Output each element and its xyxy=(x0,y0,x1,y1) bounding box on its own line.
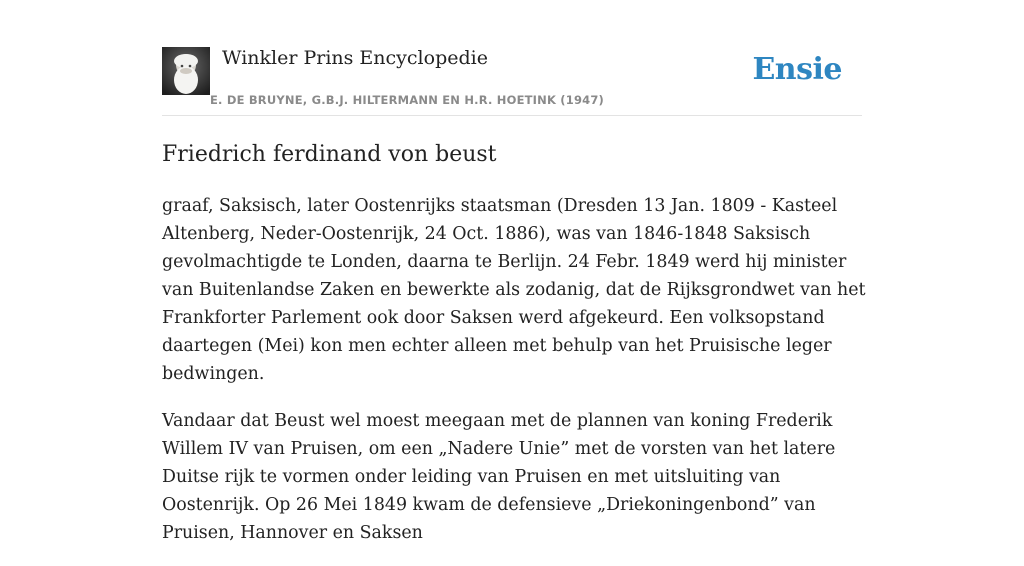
article-paragraph: graaf, Saksisch, later Oostenrijks staatsman (Dresden 13 Jan. 1809 - Kasteel Altenberg, Neder-Oostenrijk, 24 Oct. 1886), was van 1846-1848 Saksisch gevolmachtigde te Londen, daarna te Berlijn. 24 Febr. 1849 werd hij minister van Buitenlandse Zaken en bewerkte als zodanig, dat de Rijksgrondwet van het Frankforter Parlement ook door Saksen werd afgekeurd. Een volksopstand daartegen (Mei) kon men echter alleen met behulp van het Pruisische leger bedwingen. xyxy=(162,196,866,384)
article-title: Friedrich ferdinand von beust xyxy=(162,142,497,167)
portrait-image xyxy=(162,47,210,95)
source-title[interactable]: Winkler Prins Encyclopedie xyxy=(222,47,488,69)
article-body xyxy=(162,192,866,566)
ensie-logo[interactable]: Ensie xyxy=(752,52,842,87)
article-paragraph: Vandaar dat Beust wel moest meegaan met de plannen van koning Frederik Willem IV van Pruisen, om een „Nadere Unie” met de vorsten van het latere Duitse rijk te vormen onder leiding van Pruisen en met uitsluiting van Oostenrijk. Op 26 Mei 1849 kwam de defensieve „Driekoningenbond” van Pruisen, Hannover en Saksen xyxy=(162,411,836,543)
source-header xyxy=(162,46,862,116)
author-portrait-avatar xyxy=(162,47,210,95)
source-authors: E. DE BRUYNE, G.B.J. HILTERMANN EN H.R. HOETINK (1947) xyxy=(210,93,605,107)
